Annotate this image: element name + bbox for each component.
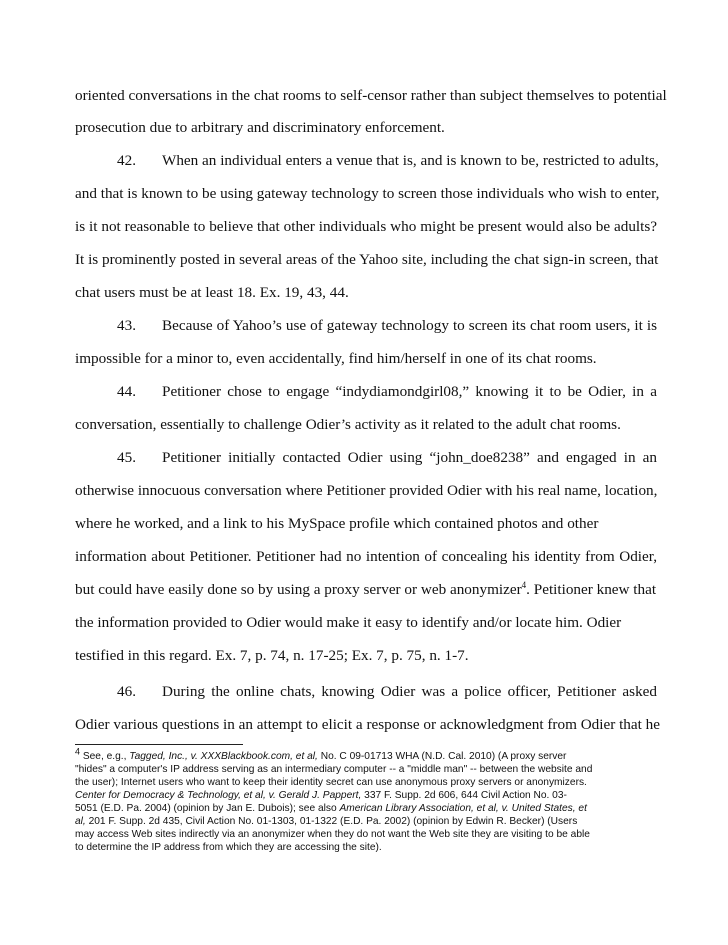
footnote-line: "hides" a computer's IP address serving as an intermediary computer -- a "middle man" -- between the website and (75, 764, 593, 775)
footnote-number: 4 (75, 746, 81, 757)
footnote-text: No. C 09-01713 WHA (N.D. Cal. 2010) (A proxy server (317, 751, 567, 762)
case-citation: Center for Democracy & Technology, et al, v. Gerald J. Pappert, (75, 790, 362, 801)
footnote-line (75, 815, 660, 828)
body-line: otherwise innocuous conversation where Petitioner provided Odier with his real name, location, (75, 482, 658, 499)
body-line: conversation, essentially to challenge Odier’s activity as it related to the adult chat rooms. (75, 416, 621, 433)
body-line: the information provided to Odier would make it easy to identify and/or locate him. Odier (75, 614, 622, 631)
body-line: prosecution due to arbitrary and discriminatory enforcement. (75, 119, 445, 136)
body-line: is it not reasonable to believe that other individuals who might be present would also be adults? (75, 218, 657, 235)
body-text: Petitioner initially contacted Odier using “john_doe8238” and engaged in an (162, 449, 657, 466)
paragraph-45-first-line (117, 448, 657, 468)
body-line: chat users must be at least 18. Ex. 19, 43, 44. (75, 284, 349, 301)
body-text: Petitioner chose to engage “indydiamondgirl08,” knowing it to be Odier, in a (162, 383, 657, 400)
body-line: impossible for a minor to, even accidentally, find him/herself in one of its chat rooms. (75, 350, 597, 367)
paragraph-46-first-line (117, 682, 657, 702)
footnote-text: 5051 (E.D. Pa. 2004) (opinion by Jan E. Dubois); see also (75, 803, 340, 814)
body-text: During the online chats, knowing Odier was a police officer, Petitioner asked (162, 683, 657, 700)
case-citation: Tagged, Inc., v. XXXBlackbook.com, et al, (129, 751, 318, 762)
body-line-with-footnote-ref (75, 580, 657, 600)
footnote-line: to determine the IP address from which they are accessing the site). (75, 842, 382, 853)
body-line: and that is known to be using gateway technology to screen those individuals who wish to enter, (75, 185, 660, 202)
case-citation: American Library Association, et al, v. United States, et (339, 803, 587, 814)
footnote-line (75, 802, 660, 815)
body-line: where he worked, and a link to his MySpace profile which contained photos and other (75, 515, 599, 532)
paragraph-42-first-line (117, 151, 657, 171)
paragraph-number: 44. (117, 383, 136, 400)
footnote-separator (75, 744, 243, 745)
paragraph-number: 42. (117, 152, 136, 169)
body-text: but could have easily done so by using a proxy server or web anonymizer (75, 581, 522, 598)
body-line: testified in this regard. Ex. 7, p. 74, n. 17-25; Ex. 7, p. 75, n. 1-7. (75, 647, 469, 664)
footnote-line: the user); Internet users who want to keep their identity secret can use anonymous proxy servers or anonymizers. (75, 777, 587, 788)
footnote-text: See, e.g., (80, 751, 130, 762)
body-line: It is prominently posted in several areas of the Yahoo site, including the chat sign-in screen, that (75, 251, 659, 268)
body-text: Because of Yahoo’s use of gateway technology to screen its chat room users, it is (162, 317, 657, 334)
footnote-text: 201 F. Supp. 2d 435, Civil Action No. 01-1303, 01-1322 (E.D. Pa. 2002) (opinion by Edwin R. Becker) (Users (85, 816, 578, 827)
footnote-reference[interactable]: 4 (521, 579, 527, 590)
footnote-line: may access Web sites indirectly via an anonymizer when they do not want the Web site they are visiting to be able (75, 829, 590, 840)
footnote-line (75, 789, 660, 802)
body-line: oriented conversations in the chat rooms to self-censor rather than subject themselves to potential (75, 87, 667, 104)
case-citation: al, (75, 816, 86, 827)
footnote-line (75, 746, 660, 763)
footnote-text: 337 F. Supp. 2d 606, 644 Civil Action No. 03- (361, 790, 567, 801)
paragraph-number: 46. (117, 683, 136, 700)
body-line: Odier various questions in an attempt to elicit a response or acknowledgment from Odier that he (75, 716, 660, 733)
paragraph-number: 45. (117, 449, 136, 466)
body-text: . Petitioner knew that (526, 581, 657, 598)
body-line: information about Petitioner. Petitioner had no intention of concealing his identity from Odier, (75, 548, 657, 565)
body-text: When an individual enters a venue that is, and is known to be, restricted to adults, (162, 152, 659, 169)
paragraph-number: 43. (117, 317, 136, 334)
paragraph-43-first-line (117, 316, 657, 336)
paragraph-44-first-line (117, 382, 657, 402)
